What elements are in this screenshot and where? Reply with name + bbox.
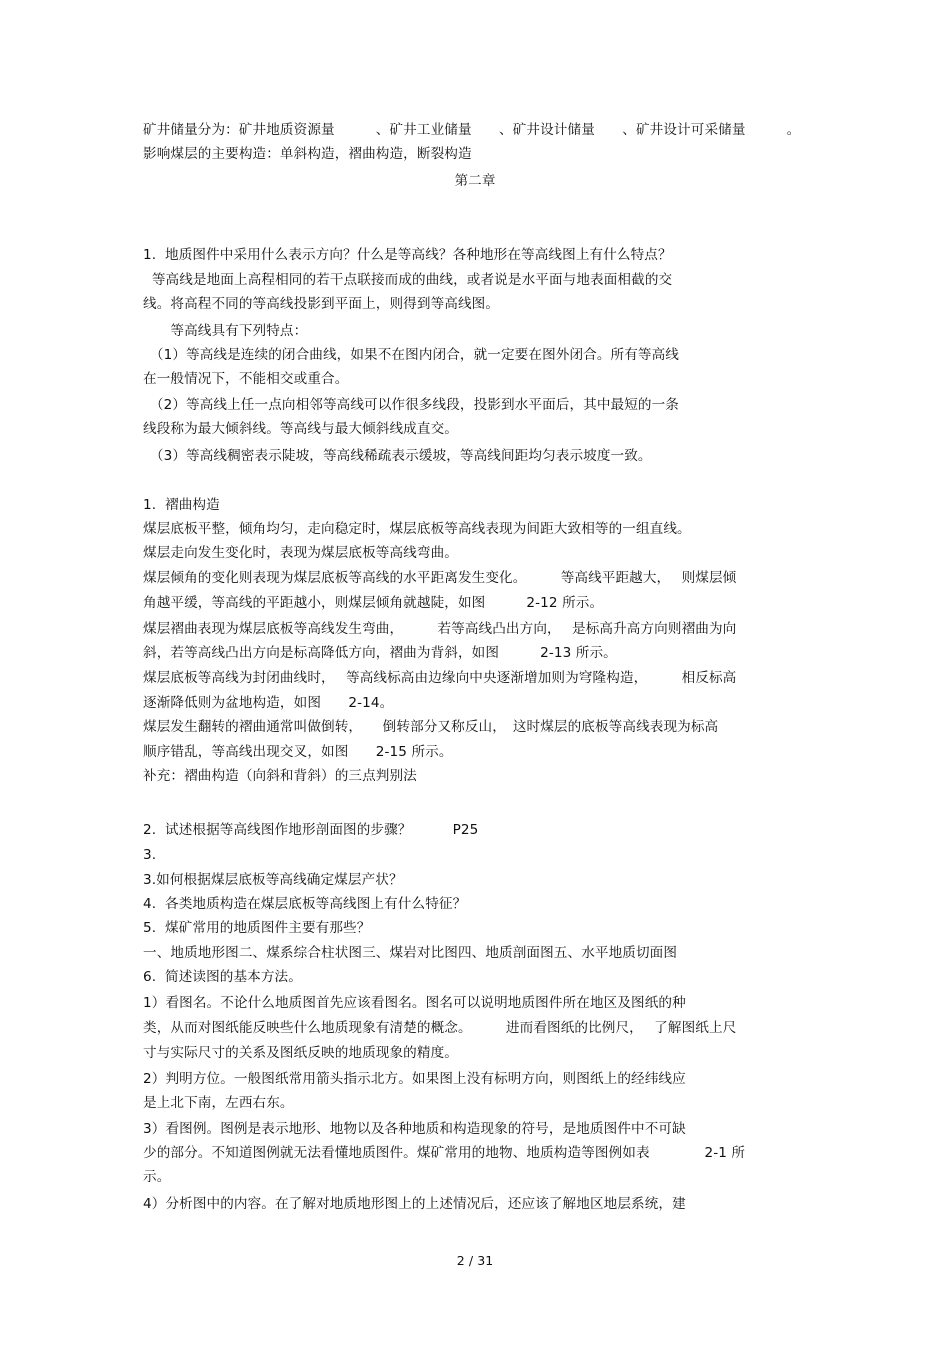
text-line: 煤层褶曲表现为煤层底板等高线发生弯曲， 若等高线凸出方向， 是标高升高方向则褶曲为向 [143, 621, 737, 637]
text-line: 1）看图名。不论什么地质图首先应该看图名。图名可以说明地质图件所在地区及图纸的种 [143, 995, 686, 1011]
text-line: 线段称为最大倾斜线。等高线与最大倾斜线成直交。 [143, 421, 458, 437]
text-line: 示。 [143, 1169, 171, 1185]
text-line: 线。将高程不同的等高线投影到平面上，则得到等高线图。 [143, 296, 500, 312]
text-line: 煤层倾角的变化则表现为煤层底板等高线的水平距离发生变化。 等高线平距越大， 则煤层倾 [143, 570, 737, 586]
page-number: 2 / 31 [456, 1253, 494, 1268]
text-line: 煤层底板等高线为封闭曲线时， 等高线标高由边缘向中央逐渐增加则为穹隆构造， 相反标高 [143, 670, 737, 686]
text-line: 类，从而对图纸能反映些什么地质现象有清楚的概念。 进而看图纸的比例尺， 了解图纸上尺 [143, 1020, 737, 1036]
text-line: 等高线是地面上高程相同的若干点联接而成的曲线，或者说是水平面与地表面相截的交 [143, 272, 673, 288]
question-heading: 3.如何根据煤层底板等高线确定煤层产状？ [143, 872, 403, 888]
question-heading: 4. 各类地质构造在煤层底板等高线图上有什么特征？ [143, 896, 467, 912]
text-line: 影响煤层的主要构造：单斜构造，褶曲构造，断裂构造 [143, 146, 472, 162]
text-line: 煤层发生翻转的褶曲通常叫做倒转， 倒转部分又称反山， 这时煤层的底板等高线表现为标高 [143, 719, 719, 735]
text-line: 角越平缓，等高线的平距越小，则煤层倾角就越陡，如图 2-12 所示。 [143, 595, 604, 611]
question-heading: 5. 煤矿常用的地质图件主要有那些？ [143, 920, 371, 936]
text-line: 一、地质地形图二、煤系综合柱状图三、煤岩对比图四、地质剖面图五、水平地质切面图 [143, 945, 678, 961]
section-heading: 1. 褶曲构造 [143, 497, 220, 513]
text-line: 逐渐降低则为盆地构造，如图 2-14。 [143, 695, 394, 711]
question-heading: 6. 简述读图的基本方法。 [143, 969, 302, 985]
text-line: （3）等高线稠密表示陡坡，等高线稀疏表示缓坡，等高线间距均匀表示坡度一致。 [143, 448, 652, 464]
text-line: 煤层走向发生变化时，表现为煤层底板等高线弯曲。 [143, 545, 458, 561]
text-line: 2）判明方位。一般图纸常用箭头指示北方。如果图上没有标明方向，则图纸上的经纬线应 [143, 1071, 686, 1087]
text-line: 寸与实际尺寸的关系及图纸反映的地质现象的精度。 [143, 1045, 458, 1061]
text-line: 3. [143, 847, 157, 863]
chapter-heading: 第二章 [454, 173, 496, 189]
text-line: 在一般情况下，不能相交或重合。 [143, 371, 349, 387]
text-line: 顺序错乱，等高线出现交叉，如图 2-15 所示。 [143, 744, 453, 760]
text-line: 矿井储量分为：矿井地质资源量 、矿井工业储量 、矿井设计储量 、矿井设计可采储量 。 [143, 122, 801, 138]
question-heading: 2. 试述根据等高线图作地形剖面图的步骤？ P25 [143, 822, 479, 838]
text-line: 煤层底板平整，倾角均匀，走向稳定时，煤层底板等高线表现为间距大致相等的一组直线。 [143, 521, 691, 537]
text-line: 少的部分。不知道图例就无法看懂地质图件。煤矿常用的地物、地质构造等图例如表 2-1 所 [143, 1145, 746, 1161]
text-line: （2）等高线上任一点向相邻等高线可以作很多线段，投影到水平面后，其中最短的一条 [143, 397, 680, 413]
question-heading: 1. 地质图件中采用什么表示方向？什么是等高线？各种地形在等高线图上有什么特点？ [143, 247, 672, 263]
text-line: 3）看图例。图例是表示地形、地物以及各种地质和构造现象的符号，是地质图件中不可缺 [143, 1121, 686, 1137]
text-line: 等高线具有下列特点： [143, 323, 308, 339]
text-line: 4）分析图中的内容。在了解对地质地形图上的上述情况后，还应该了解地区地层系统，建 [143, 1196, 686, 1212]
text-line: （1）等高线是连续的闭合曲线，如果不在图内闭合，就一定要在图外闭合。所有等高线 [143, 347, 680, 363]
text-line: 补充：褶曲构造（向斜和背斜）的三点判别法 [143, 768, 417, 784]
text-line: 斜，若等高线凸出方向是标高降低方向，褶曲为背斜，如图 2-13 所示。 [143, 645, 617, 661]
text-line: 是上北下南，左西右东。 [143, 1095, 294, 1111]
